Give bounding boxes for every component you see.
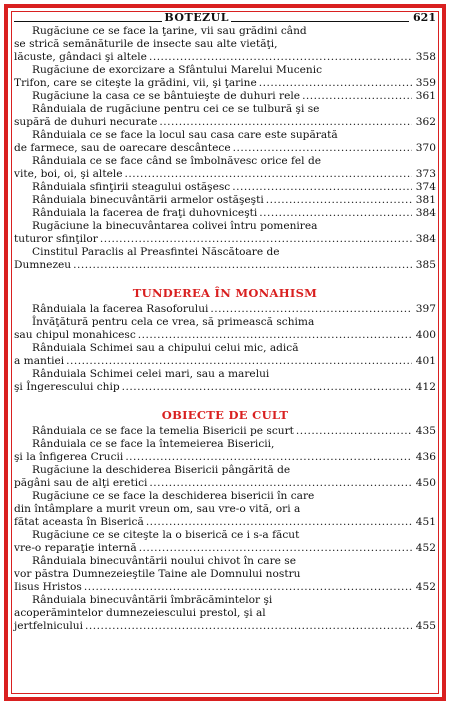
- dot-leader: [138, 329, 412, 342]
- toc-entry-text: de farmece, sau de oarecare descântece: [14, 142, 231, 154]
- dot-leader: [84, 581, 412, 594]
- toc-page-number: 384: [415, 207, 436, 219]
- toc-entry: [14, 155, 436, 181]
- toc-entry-line: Rugăciune ce se face la deschiderea bisericii în care: [32, 490, 315, 502]
- toc-page-number: 400: [415, 329, 436, 341]
- toc-entry-last-line: [14, 116, 436, 129]
- dot-leader: [302, 90, 412, 103]
- toc-entry-last-line: [14, 207, 436, 220]
- toc-entry-line: Rânduiala binecuvântării noului chivot în care se: [32, 555, 297, 567]
- toc-entry-last-line: [14, 477, 436, 490]
- dot-leader: [149, 477, 411, 490]
- toc-entry: [14, 594, 436, 633]
- toc-entry-last-line: [14, 542, 436, 555]
- toc-entry: [14, 194, 436, 207]
- toc-entry: [14, 207, 436, 220]
- toc-page-number: 435: [415, 425, 436, 437]
- toc-page-number: 452: [415, 581, 436, 593]
- toc-entry-line: Rânduiala ce se face la întemeierea Bisericii,: [32, 438, 275, 450]
- toc-entry-text: a mantiei: [14, 355, 65, 367]
- toc-entry-line: Rânduiala ce se face când se îmbolnăvesc orice fel de: [32, 155, 321, 167]
- toc-entry-line: Rugăciune ce se face la ţarine, vii sau grădini când: [32, 25, 307, 37]
- dot-leader: [233, 142, 412, 155]
- dot-leader: [149, 51, 412, 64]
- dot-leader: [146, 516, 412, 529]
- toc-page-number: 384: [415, 233, 436, 245]
- toc-entry-line: acoperămintelor dumnezeiescului prestol, şi al: [14, 607, 266, 619]
- toc-entry-text: şi la înfigerea Crucii: [14, 451, 124, 463]
- page-content: [14, 10, 436, 633]
- dot-leader: [73, 259, 412, 272]
- toc-page-number: 412: [415, 381, 436, 393]
- toc-entry: [14, 342, 436, 368]
- toc-entry: [14, 129, 436, 155]
- toc-entry-last-line: [14, 303, 436, 316]
- toc-entry-line: Rânduiala Schimei sau a chipului celui mic, adică: [32, 342, 299, 354]
- dot-leader: [100, 233, 412, 246]
- dot-leader: [296, 425, 412, 438]
- toc-entry: [14, 246, 436, 272]
- dot-leader: [125, 451, 411, 464]
- toc-entry-line: din întâmplare a murit vreun om, sau vre-o vită, ori a: [14, 503, 301, 515]
- toc-page-number: 373: [415, 168, 436, 180]
- toc-entry: [14, 90, 436, 103]
- toc-entry: [14, 490, 436, 529]
- toc-entry-line: Rugăciune de exorcizare a Sfântului Marelui Mucenic: [32, 64, 323, 76]
- toc-entry-last-line: [14, 516, 436, 529]
- header-rule-right: [231, 21, 409, 22]
- toc-entry-last-line: [14, 77, 436, 90]
- toc-page-number: 401: [415, 355, 436, 367]
- toc-entry-text: Rânduiala la facerea de fraţi duhovniceşti: [32, 207, 258, 219]
- toc-group-1: [14, 25, 436, 272]
- toc-entry-text: Trifon, care se citeşte la grădini, vii, şi ţarine: [14, 77, 257, 89]
- toc-entry: [14, 25, 436, 64]
- toc-page-number: 436: [415, 451, 436, 463]
- toc-entry-text: supără de duhuri necurate: [14, 116, 158, 128]
- dot-leader: [85, 620, 412, 633]
- toc-entry-text: Dumnezeu: [14, 259, 72, 271]
- header-title: BOTEZUL: [164, 11, 229, 24]
- toc-page-number: 374: [415, 181, 436, 193]
- toc-entry: [14, 103, 436, 129]
- toc-page-number: 452: [415, 542, 436, 554]
- toc-entry: [14, 555, 436, 594]
- toc-entry-last-line: [14, 620, 436, 633]
- toc-entry-line: Rânduiala ce se face la locul sau casa care este supărată: [32, 129, 338, 141]
- toc-entry-text: Rânduiala la facerea Rasoforului: [32, 303, 209, 315]
- toc-entry-last-line: [14, 425, 436, 438]
- toc-entry: [14, 220, 436, 246]
- section-title-obiecte: OBIECTE DE CULT: [161, 408, 289, 422]
- toc-entry-last-line: [14, 51, 436, 64]
- toc-entry-last-line: [14, 381, 436, 394]
- toc-entry: [14, 316, 436, 342]
- toc-entry-text: Iisus Hristos: [14, 581, 82, 593]
- toc-entry-last-line: [14, 142, 436, 155]
- toc-page-number: 397: [415, 303, 436, 315]
- toc-entry: [14, 425, 436, 438]
- toc-entry-text: sau chipul monahicesc: [14, 329, 136, 341]
- toc-page-number: 362: [415, 116, 436, 128]
- toc-entry-text: lăcuste, gândaci şi altele: [14, 51, 147, 63]
- dot-leader: [122, 381, 412, 394]
- toc-page-number: 361: [415, 90, 436, 102]
- toc-entry-line: Rânduiala de rugăciune pentru cei ce se tulbură şi se: [32, 103, 320, 115]
- toc-entry: [14, 438, 436, 464]
- toc-entry-line: Rugăciune la deschiderea Bisericii pângărită de: [32, 464, 291, 476]
- toc-entry-line: Rugăciune ce se citeşte la o biserică ce i s-a făcut: [32, 529, 300, 541]
- toc-entry-last-line: [14, 355, 436, 368]
- dot-leader: [259, 77, 412, 90]
- toc-entry-last-line: [14, 329, 436, 342]
- dot-leader: [259, 207, 411, 220]
- toc-entry-text: vite, boi, oi, şi altele: [14, 168, 123, 180]
- toc-entry-last-line: [14, 451, 436, 464]
- toc-page-number: 385: [415, 259, 436, 271]
- toc-page-number: 455: [415, 620, 436, 632]
- toc-entry-last-line: [14, 259, 436, 272]
- dot-leader: [139, 542, 412, 555]
- toc-page-number: 370: [415, 142, 436, 154]
- toc-entry-text: jertfelnicului: [14, 620, 84, 632]
- toc-entry-line: se strică semănăturile de insecte sau alte vietăţi,: [14, 38, 278, 50]
- toc-page-number: 381: [415, 194, 436, 206]
- page-number: 621: [413, 11, 436, 24]
- toc-entry-text: Rânduiala ce se face la temelia Bisericii pe scurt: [32, 425, 294, 437]
- toc-entry-text: fătat aceasta în Biserică: [14, 516, 144, 528]
- toc-entry-text: şi Îngerescului chip: [14, 381, 120, 393]
- toc-entry-text: Rânduiala binecuvântării armelor ostăşeşti: [32, 194, 264, 206]
- toc-entry-last-line: [14, 233, 436, 246]
- toc-entry-text: Rugăciune la casa ce se bântuieşte de duhuri rele: [32, 90, 301, 102]
- running-header: [14, 10, 436, 24]
- toc-entry-text: Rânduiala sfinţirii steagului ostăşesc: [32, 181, 231, 193]
- toc-entry: [14, 368, 436, 394]
- section-title-monahism: TUNDEREA ÎN MONAHISM: [132, 286, 318, 300]
- toc-group-2: [14, 303, 436, 394]
- dot-leader: [210, 303, 411, 316]
- dot-leader: [66, 355, 412, 368]
- toc-entry: [14, 64, 436, 90]
- toc-page-number: 451: [415, 516, 436, 528]
- toc-entry-last-line: [14, 90, 436, 103]
- dot-leader: [125, 168, 412, 181]
- toc-entry-last-line: [14, 581, 436, 594]
- toc-entry-text: tuturor sfinţilor: [14, 233, 98, 245]
- toc-entry-text: vre-o reparaţie internă: [14, 542, 137, 554]
- toc-page-number: 450: [415, 477, 436, 489]
- toc-entry: [14, 529, 436, 555]
- toc-entry-line: Învăţătură pentru cela ce vrea, să primească schima: [32, 316, 315, 328]
- header-rule-left: [14, 21, 162, 22]
- toc-entry-line: Rânduiala Schimei celei mari, sau a marelui: [32, 368, 270, 380]
- toc-page-number: 358: [415, 51, 436, 63]
- toc-entry-line: vor păstra Dumnezeieştile Taine ale Domnului nostru: [14, 568, 301, 580]
- toc-entry-text: păgâni sau de alţi eretici: [14, 477, 148, 489]
- toc-entry-line: Rugăciune la binecuvântarea colivei întru pomenirea: [32, 220, 318, 232]
- toc-entry: [14, 181, 436, 194]
- toc-entry-line: Cinstitul Paraclis al Preasfintei Născătoare de: [32, 246, 280, 258]
- toc-entry: [14, 303, 436, 316]
- toc-entry-line: Rânduiala binecuvântării îmbrăcămintelor şi: [32, 594, 273, 606]
- dot-leader: [159, 116, 411, 129]
- toc-entry-last-line: [14, 181, 436, 194]
- toc-entry-last-line: [14, 194, 436, 207]
- toc-entry-last-line: [14, 168, 436, 181]
- dot-leader: [232, 181, 412, 194]
- dot-leader: [266, 194, 412, 207]
- toc-group-3: [14, 425, 436, 633]
- toc-page-number: 359: [415, 77, 436, 89]
- toc-entry: [14, 464, 436, 490]
